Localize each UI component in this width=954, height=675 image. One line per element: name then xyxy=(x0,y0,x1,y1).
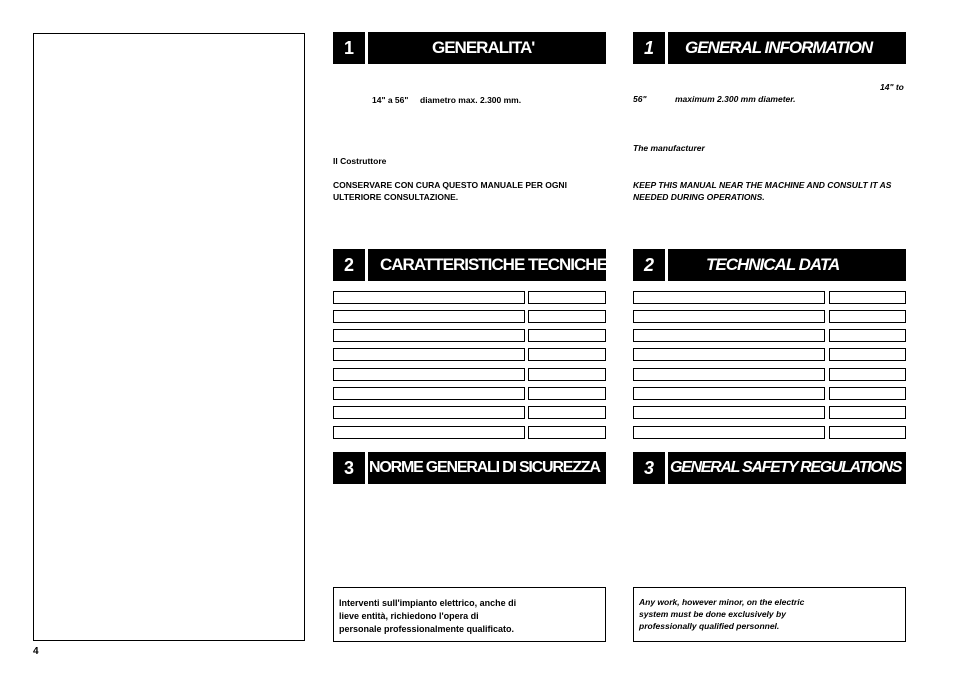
it-table-cell-value xyxy=(528,368,606,381)
en-size-range-end: 56" xyxy=(633,94,647,104)
it-warning-line1: Interventi sull'impianto elettrico, anche di xyxy=(339,598,517,608)
it-table-cell-value xyxy=(528,310,606,323)
en-warning-line3: professionally qualified personnel. xyxy=(639,621,780,631)
en-keep-manual-line2: NEEDED DURING OPERATIONS. xyxy=(633,192,765,202)
it-table-cell-label xyxy=(333,406,525,419)
it-table-cell-label xyxy=(333,426,525,439)
en-table-cell-label xyxy=(633,426,825,439)
en-table-cell-label xyxy=(633,291,825,304)
it-section-3-number: 3 xyxy=(333,452,365,484)
en-size-range-start: 14" to xyxy=(880,82,904,92)
en-table-cell-label xyxy=(633,329,825,342)
it-section-1-number: 1 xyxy=(333,32,365,64)
en-max-diameter: maximum 2.300 mm diameter. xyxy=(675,94,796,104)
it-keep-manual-line1: CONSERVARE CON CURA QUESTO MANUALE PER OGNI xyxy=(333,180,567,190)
it-table-cell-label xyxy=(333,329,525,342)
en-keep-manual-line1: KEEP THIS MANUAL NEAR THE MACHINE AND CONSULT IT AS xyxy=(633,180,892,190)
it-warning-line3: personale professionalmente qualificato. xyxy=(339,624,515,634)
it-keep-manual-line2: ULTERIORE CONSULTAZIONE. xyxy=(333,192,459,202)
en-table-cell-value xyxy=(829,310,906,323)
it-section-2-number: 2 xyxy=(333,249,365,281)
it-max-diameter: diametro max. 2.300 mm. xyxy=(420,95,522,105)
en-table-cell-label xyxy=(633,348,825,361)
it-table-cell-label xyxy=(333,387,525,400)
en-table-cell-label xyxy=(633,406,825,419)
en-table-cell-value xyxy=(829,426,906,439)
en-table-cell-value xyxy=(829,387,906,400)
en-warning-line2: system must be done exclusively by xyxy=(639,609,786,619)
it-table-cell-label xyxy=(333,368,525,381)
en-warning-line1: Any work, however minor, on the electric xyxy=(639,597,805,607)
it-table-cell-value xyxy=(528,291,606,304)
en-table-cell-value xyxy=(829,329,906,342)
it-section-1-title: GENERALITA' xyxy=(368,32,606,64)
it-table-cell-value xyxy=(528,348,606,361)
en-table-cell-label xyxy=(633,368,825,381)
it-manufacturer: Il Costruttore xyxy=(333,156,387,166)
en-table-cell-value xyxy=(829,406,906,419)
page-number: 4 xyxy=(33,646,39,657)
en-section-2-number: 2 xyxy=(633,249,665,281)
en-section-3-number: 3 xyxy=(633,452,665,484)
it-table-cell-label xyxy=(333,348,525,361)
en-section-1-title: GENERAL INFORMATION xyxy=(668,32,906,64)
en-table-cell-label xyxy=(633,310,825,323)
en-table-cell-value xyxy=(829,368,906,381)
it-table-cell-value xyxy=(528,406,606,419)
en-table-cell-value xyxy=(829,291,906,304)
en-section-1-number: 1 xyxy=(633,32,665,64)
it-section-3-title: NORME GENERALI DI SICUREZZA xyxy=(368,452,606,484)
en-section-3-title: GENERAL SAFETY REGULATIONS xyxy=(668,452,906,484)
it-table-cell-value xyxy=(528,387,606,400)
en-manufacturer: The manufacturer xyxy=(633,143,705,153)
it-table-cell-value xyxy=(528,426,606,439)
it-table-cell-label xyxy=(333,291,525,304)
it-table-cell-value xyxy=(528,329,606,342)
en-table-cell-label xyxy=(633,387,825,400)
it-section-2-title: CARATTERISTICHE TECNICHE xyxy=(368,249,606,281)
it-size-range: 14" a 56" xyxy=(372,95,409,105)
it-table-cell-label xyxy=(333,310,525,323)
it-warning-line2: lieve entità, richiedono l'opera di xyxy=(339,611,479,621)
left-empty-frame xyxy=(33,33,305,641)
en-section-2-title: TECHNICAL DATA xyxy=(668,249,906,281)
en-table-cell-value xyxy=(829,348,906,361)
